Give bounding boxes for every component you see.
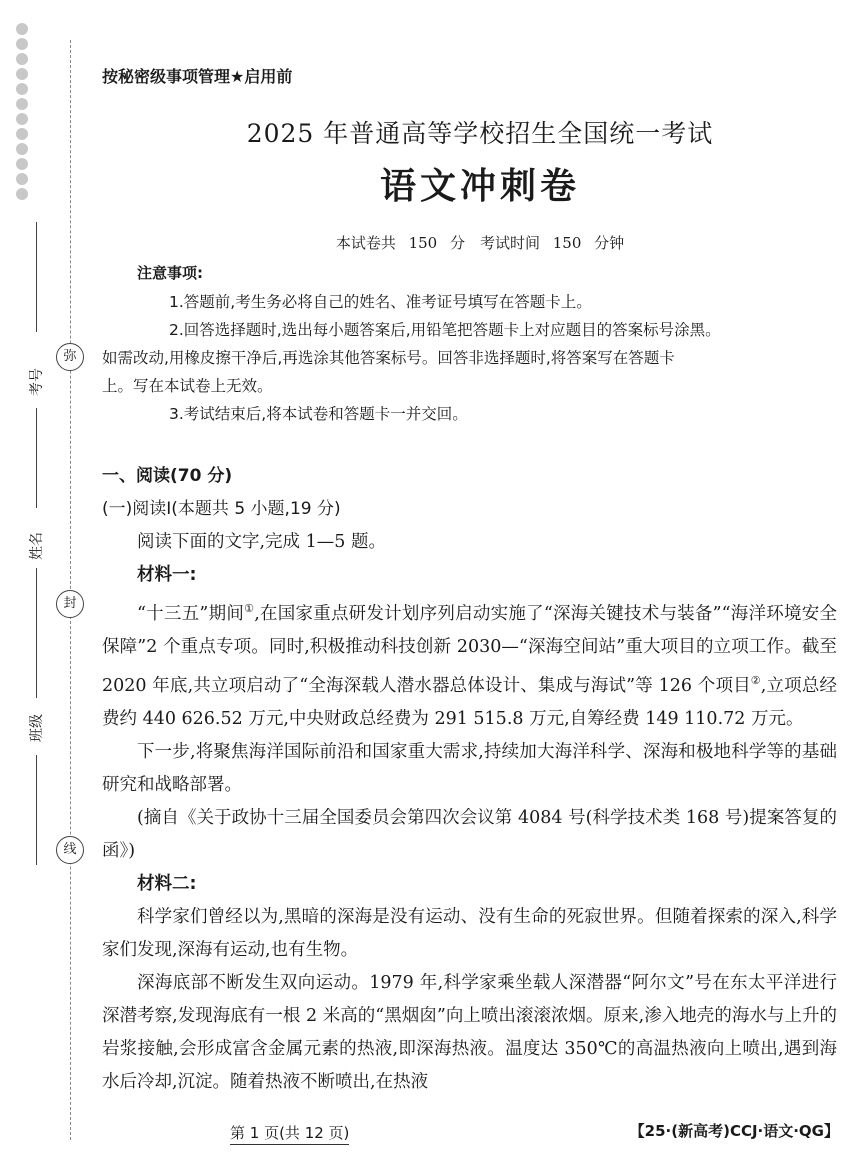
exam-meta: 本试卷共 150 分 考试时间 150 分钟 [335, 234, 625, 252]
material-2-paragraph-2: 深海底部不断发生双向运动。1979 年,科学家乘坐载人深潜器“阿尔文”号在东太平洋进行深潜考察,发现海底有一根 2 米高的“黑烟囱”向上喷出滚滚浓烟。原来,渗入地壳的海水与上升的岩浆接触,会形成富含金属元素的热液,即深海热液。温度达 350℃的高温热液向上喷出,遇到海水后冷却,沉淀。随着热液不断喷出,在热液 [102, 972, 837, 1092]
footnote-ref-2: ② [750, 673, 761, 687]
note-item: 2.回答选择题时,选出每小题答案后,用铅笔把答题卡上对应题目的答案标号涂黑。 [169, 321, 721, 339]
notes-heading: 注意事项: [137, 264, 203, 282]
exam-number-line [36, 222, 37, 332]
instruction: 阅读下面的文字,完成 1—5 题。 [137, 532, 386, 552]
perforation-dots [10, 20, 34, 203]
seal-char-feng: 封 [56, 590, 84, 618]
subsection-heading: (一)阅读Ⅰ(本题共 5 小题,19 分) [102, 499, 341, 519]
seal-char-mi: 弥 [56, 343, 84, 371]
note-item: 3.考试结束后,将本试卷和答题卡一并交回。 [169, 405, 468, 423]
material-1-paragraph-2: 下一步,将聚焦海洋国际前沿和国家重大需求,持续加大海洋科学、深海和极地科学等的基础研究和战略部署。 [102, 741, 837, 795]
class-line-lower [36, 755, 37, 865]
exam-number-label: 考号 [29, 368, 45, 396]
seal-char-xian: 线 [56, 836, 84, 864]
section-heading: 一、阅读(70 分) [102, 466, 233, 486]
paper-title: 语文冲刺卷 [379, 166, 580, 207]
name-line [36, 408, 37, 508]
reading-body [102, 460, 837, 1099]
binding-margin [0, 0, 77, 1158]
note-item: 上。写在本试卷上无效。 [102, 377, 273, 395]
name-label: 姓名 [29, 532, 45, 560]
secret-mark: 按秘密级事项管理★启用前 [102, 67, 293, 86]
exam-title: 2025 年普通高等学校招生全国统一考试 [246, 119, 714, 148]
notes-list [102, 288, 837, 428]
material-1-heading: 材料一: [137, 565, 197, 585]
note-item: 1.答题前,考生务必将自己的姓名、准考证号填写在答题卡上。 [169, 293, 592, 311]
material-2-paragraph-1: 科学家们曾经以为,黑暗的深海是没有运动、没有生命的死寂世界。但随着探索的深入,科学家们发现,深海有运动,也有生物。 [102, 906, 837, 960]
note-item: 如需改动,用橡皮擦干净后,再选涂其他答案标号。回答非选择题时,将答案写在答题卡 [102, 349, 675, 367]
material-1-source: (摘自《关于政协十三届全国委员会第四次会议第 4084 号(科学技术类 168 号)提案答复的函》) [102, 807, 837, 861]
paper-code: 【25·(新高考)CCJ·语文·QG】 [629, 1122, 839, 1140]
material-1-paragraph-1: “十三五”期间①,在国家重点研发计划序列启动实施了“深海关键技术与装备”“海洋环境安全保障”2 个重点专项。同时,积极推动科技创新 2030—“深海空间站”重大项目的立项工作。截至 2020 年底,共立项启动了“全海深载人潜水器总体设计、集成与海试”等 126 个项目②,立项总经费约 440 626.52 万元,中央财政总经费为 291 515.8 万元,自筹经费 149 110.72 万元。 [102, 602, 837, 729]
footnote-ref-1: ① [244, 602, 255, 615]
class-line [36, 568, 37, 698]
class-label: 班级 [29, 714, 45, 742]
material-2-heading: 材料二: [137, 873, 197, 894]
page-number: 第 1 页(共 12 页) [230, 1124, 350, 1142]
